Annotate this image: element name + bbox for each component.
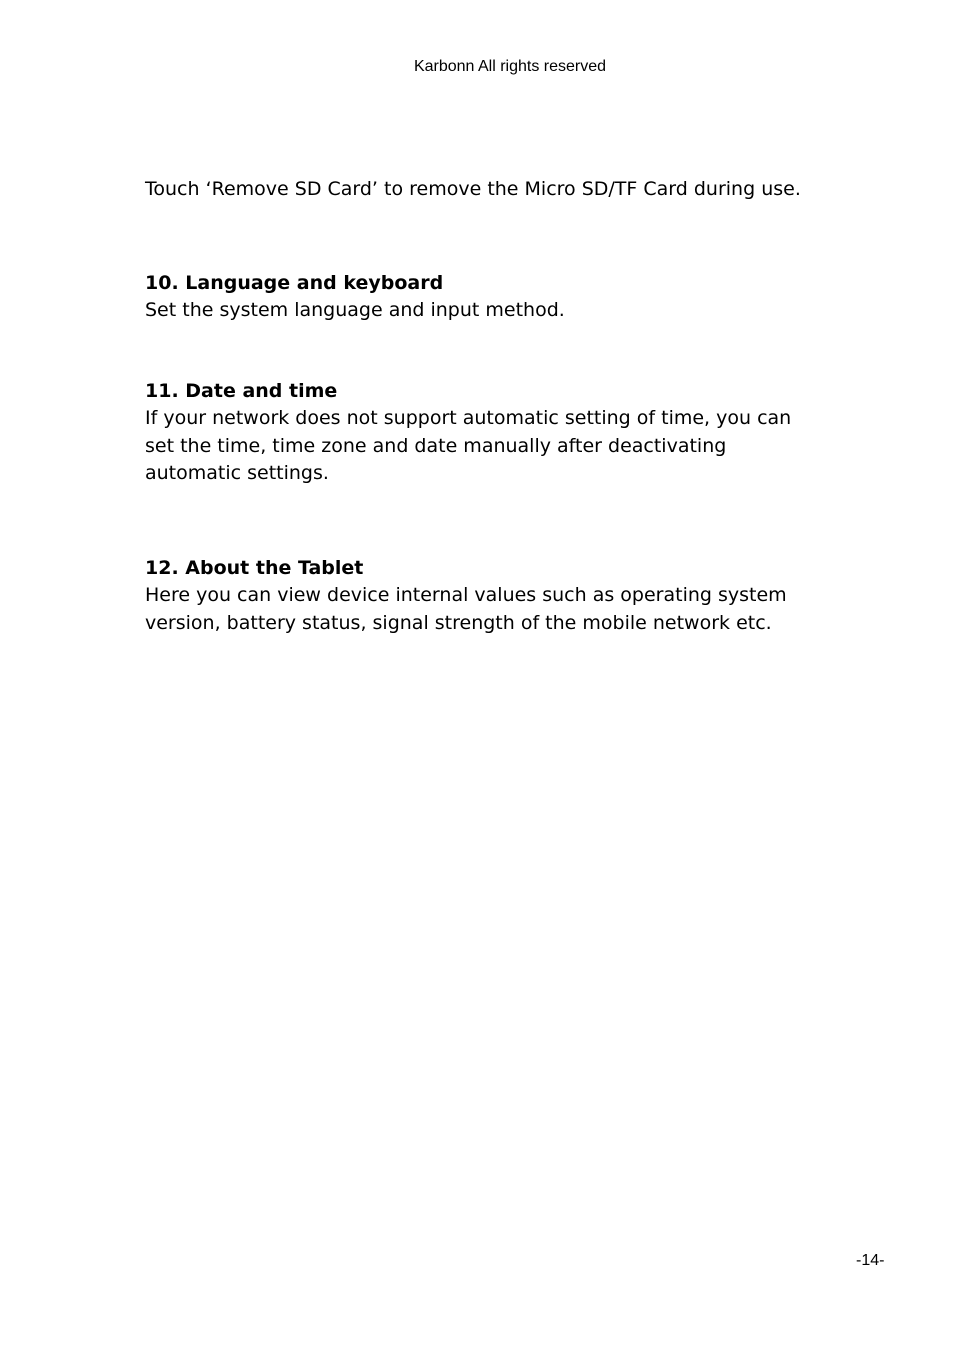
section-title: 12. About the Tablet: [145, 556, 364, 579]
page-header: [0, 56, 954, 78]
page-content: [145, 176, 825, 637]
section-about-tablet: [145, 555, 825, 638]
section-title: 11. Date and time: [145, 379, 338, 402]
page-number: -14-: [856, 1252, 885, 1269]
section-body: If your network does not support automatic setting of time, you can set the time, time zone and date manually after deactivating automatic settings.: [145, 407, 792, 484]
section-body: Set the system language and input method.: [145, 299, 565, 321]
section-title: 10. Language and keyboard: [145, 271, 444, 294]
section-date-time: [145, 378, 825, 488]
intro-paragraph: Touch ‘Remove SD Card’ to remove the Micro SD/TF Card during use.: [145, 178, 801, 200]
header-text: Karbonn All rights reserved: [413, 58, 607, 75]
section-body: Here you can view device internal values such as operating system version, battery status, signal strength of the mobile network etc.: [145, 584, 787, 634]
section-language-keyboard: [145, 270, 825, 325]
